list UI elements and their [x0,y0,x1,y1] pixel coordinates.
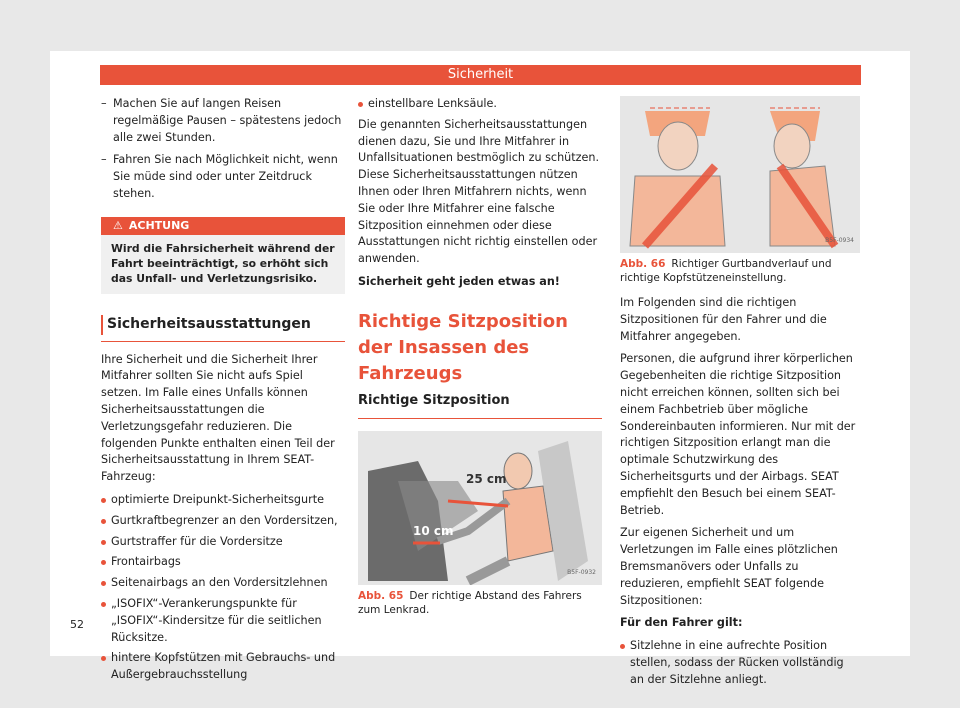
dash-item: – Machen Sie auf langen Reisen regelmäßige Pausen – spätestens jedoch alle zwei Stunden. [101,96,345,146]
bold-statement: Sicherheit geht jeden etwas an! [358,274,560,288]
section-title: Sicherheitsausstattungen [101,312,345,342]
paragraph: Zur eigenen Sicherheit und um Verletzungen im Falle eines plötzlichen Bremsmanövers oder Unfalls zu reduzieren, empfiehlt SEAT folgende Sitzpositionen: [620,526,838,607]
belt-headrest-illustration [620,96,860,253]
figure-caption [620,257,860,285]
dash-item: – Fahren Sie nach Möglichkeit nicht, wenn Sie müde sind oder unter Zeitdruck stehen. [101,152,345,202]
list-item: „ISOFIX“-Verankerungspunkte für „ISOFIX“-Kindersitze für die seitlichen Rücksitze. [101,596,345,646]
caption-text: Richtiger Gurtbandverlauf und richtige Kopfstützeneinstellung. [620,258,832,284]
chapter-title: Richtige Sitzposition der Insassen des Fahrzeugs [358,310,568,384]
caption-number: Abb. 66 [620,258,666,270]
paragraph: Im Folgenden sind die richtigen Sitzpositionen für den Fahrer und die Mitfahrer angegeben. [620,296,827,343]
column-right [620,96,860,693]
paragraph: Die genannten Sicherheitsausstattungen dienen dazu, Sie und Ihre Mitfahrer in Unfallsituationen bestmöglich zu schützen. Diese Sicherheitsausstattungen nützen Ihnen oder Ihren Mitfahrern nichts, wenn Sie oder Ihre Mitfahrer eine falsche Sitzposition einnehmen oder diese Ausstattungen nicht richtig einstellen oder anwenden. [358,117,600,266]
subsection-title: Richtige Sitzposition [358,387,602,419]
column-middle [358,96,602,617]
warning-title: ACHTUNG [128,218,190,232]
intro-paragraph: Ihre Sicherheit und die Sicherheit Ihrer Mitfahrer sollten Sie nicht aufs Spiel setzen. Im Falle eines Unfalls können Sicherheitsausstattungen die Verletzungsgefahr reduzieren. Die folgenden Punkte enthalten einen Teil der Sicherheitsausstattung in Ihrem SEAT-Fahrzeug: [101,352,335,484]
bold-heading: Für den Fahrer gilt: [620,616,743,630]
list-item: Gurtstraffer für die Vordersitze [101,534,345,551]
page-number: 52 [70,618,84,631]
figure-caption [358,589,602,617]
list-item: hintere Kopfstützen mit Gebrauchs- und Außergebrauchsstellung [101,650,345,684]
caption-number: Abb. 65 [358,589,404,602]
list-item: optimierte Dreipunkt-Sicherheitsgurte [101,492,345,509]
figure-label-25cm: 25 cm [466,471,507,486]
figure-driver-distance [358,431,602,585]
caption-text: Der richtige Abstand des Fahrers zum Lenkrad. [358,589,582,616]
warning-header [101,217,345,235]
page-header: Sicherheit [100,65,861,85]
paragraph: Personen, die aufgrund ihrer körperlichen Gegebenheiten die richtige Sitzposition nicht erreichen können, sollten sich bei einem Fachbetrieb über mögliche Sondereinbauten informieren. Nur mit der richtigen Sitzposition erlangt man die optimale Schutzwirkung des Sicherheitsgurts und der Airbags. SEAT empfiehlt den Besuch bei einem SEAT-Betrieb. [620,352,856,517]
list-item: Sitzlehne in eine aufrechte Position stellen, sodass der Rücken vollständig an der Sitzlehne anliegt. [620,638,860,688]
figure-label-10cm: 10 cm [413,523,454,538]
driver-seat-illustration [358,431,602,585]
list-item: einstellbare Lenksäule. [358,96,602,113]
figure-code: B5F-0932 [567,568,596,576]
column-left [101,96,345,688]
warning-text: Wird die Fahrsicherheit während der Fahrt beeinträchtigt, so erhöht sich das Unfall- und Verletzungsrisiko. [111,241,335,285]
figure-belt-headrest [620,96,860,253]
list-item: Gurtkraftbegrenzer an den Vordersitzen, [101,513,345,530]
warning-box [101,217,345,294]
list-item: Frontairbags [101,554,345,571]
list-item: Seitenairbags an den Vordersitzlehnen [101,575,345,592]
figure-code: B5F-0934 [825,237,854,245]
warning-triangle-icon: ⚠ [113,218,123,232]
